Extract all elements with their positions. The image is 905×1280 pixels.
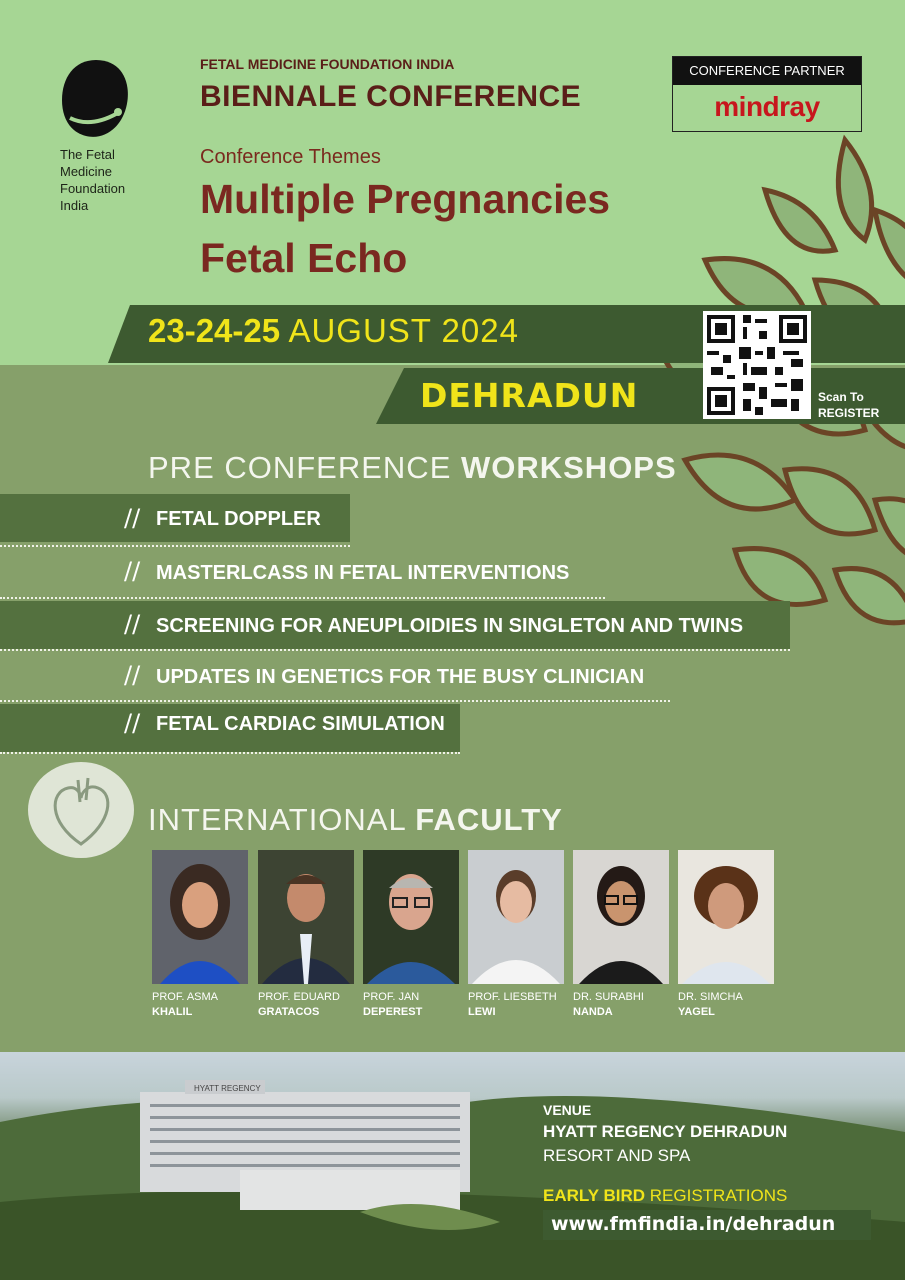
- workshops-heading-light: PRE CONFERENCE: [148, 450, 461, 485]
- faculty-photo: [678, 850, 774, 984]
- conference-partner-box: [672, 56, 862, 132]
- workshops-heading: [148, 450, 677, 486]
- faculty-title: PROF. JAN: [363, 991, 420, 1003]
- person-icon: [678, 850, 774, 984]
- faculty-surname: NANDA: [573, 1006, 613, 1018]
- person-icon: [363, 850, 459, 984]
- person-icon: [468, 850, 564, 984]
- scan-to-register: [818, 389, 879, 421]
- faculty-heading: [148, 802, 563, 838]
- early-bird-rest: REGISTRATIONS: [645, 1186, 788, 1205]
- event-month-year: AUGUST 2024: [280, 312, 519, 349]
- venue-label: VENUE: [543, 1102, 592, 1118]
- workshop-divider: [0, 700, 670, 702]
- person-icon: [258, 850, 354, 984]
- faculty-photo: [573, 850, 669, 984]
- scan-line: REGISTER: [818, 406, 880, 420]
- person-icon: [573, 850, 669, 984]
- faculty-surname: YAGEL: [678, 1006, 715, 1018]
- venue-subtitle: RESORT AND SPA: [543, 1146, 691, 1165]
- logo-wordmark: [60, 146, 125, 214]
- themes-label: Conference Themes: [200, 146, 381, 168]
- faculty-surname: KHALIL: [152, 1006, 193, 1018]
- hotel-sign: HYATT REGENCY: [194, 1084, 261, 1093]
- double-slash-icon: //: [124, 661, 141, 689]
- conference-title: BIENNALE CONFERENCE: [200, 80, 582, 113]
- faculty-name: [573, 990, 644, 1020]
- faculty-surname: LEWI: [468, 1006, 496, 1018]
- faculty-name: [363, 990, 422, 1020]
- event-city: DEHRADUN: [420, 376, 639, 415]
- logo-text-line: The Fetal: [60, 147, 115, 162]
- heart-illustration: [28, 762, 134, 858]
- person-icon: [152, 850, 248, 984]
- logo-text-line: India: [60, 198, 89, 213]
- double-slash-icon: //: [124, 504, 141, 532]
- double-slash-icon: //: [124, 557, 141, 585]
- faculty-title: PROF. ASMA: [152, 991, 219, 1003]
- workshop-divider: [0, 597, 605, 599]
- heart-icon: [28, 762, 134, 858]
- logo-text-line: Foundation: [60, 181, 126, 196]
- workshop-divider: [0, 752, 460, 754]
- workshop-item: UPDATES IN GENETICS FOR THE BUSY CLINICIAN: [156, 666, 645, 688]
- workshops-heading-bold: WORKSHOPS: [460, 450, 677, 485]
- hotel-building-illustration: [0, 1052, 905, 1280]
- faculty-photo: [152, 850, 248, 984]
- early-bird-bold: EARLY BIRD: [543, 1186, 646, 1205]
- faculty-surname: DEPEREST: [363, 1006, 423, 1018]
- logo-text-line: Medicine: [60, 164, 113, 179]
- double-slash-icon: //: [124, 610, 141, 638]
- faculty-title: DR. SIMCHA: [678, 991, 743, 1003]
- workshop-item: SCREENING FOR ANEUPLOIDIES IN SINGLETON AND TWINS: [156, 615, 744, 637]
- workshop-item: FETAL DOPPLER: [156, 508, 321, 530]
- faculty-name: [678, 990, 743, 1020]
- partner-label: CONFERENCE PARTNER: [673, 57, 861, 85]
- faculty-photo: [258, 850, 354, 984]
- partner-logo: mindray: [714, 91, 820, 122]
- event-dates: [148, 312, 519, 350]
- faculty-title: PROF. LIESBETH: [468, 991, 557, 1003]
- faculty-heading-light: INTERNATIONAL: [148, 802, 416, 837]
- fmf-logo-icon: [56, 56, 136, 146]
- faculty-photo: [468, 850, 564, 984]
- qr-code-icon[interactable]: [703, 311, 811, 419]
- workshop-divider: [0, 649, 790, 651]
- faculty-name: [152, 990, 218, 1020]
- theme-fetal-echo: Fetal Echo: [200, 235, 408, 281]
- double-slash-icon: //: [124, 709, 141, 737]
- faculty-name: [258, 990, 340, 1020]
- faculty-title: PROF. EDUARD: [258, 991, 340, 1003]
- faculty-name: [468, 990, 557, 1020]
- faculty-heading-bold: FACULTY: [415, 802, 563, 837]
- event-days: 23-24-25: [148, 312, 281, 349]
- registration-url-link[interactable]: www.fmfindia.in/dehradun: [551, 1213, 836, 1235]
- workshop-item: FETAL CARDIAC SIMULATION: [156, 713, 445, 735]
- scan-line: Scan To: [818, 390, 864, 404]
- workshop-item: MASTERLCASS IN FETAL INTERVENTIONS: [156, 562, 570, 584]
- faculty-photo: [363, 850, 459, 984]
- faculty-surname: GRATACOS: [258, 1006, 320, 1018]
- faculty-title: DR. SURABHI: [573, 991, 644, 1003]
- theme-multiple-pregnancies: Multiple Pregnancies: [200, 176, 611, 222]
- organization-name: FETAL MEDICINE FOUNDATION INDIA: [200, 56, 455, 72]
- workshop-divider: [0, 545, 350, 547]
- venue-name: HYATT REGENCY DEHRADUN: [543, 1122, 788, 1141]
- early-bird-text: [543, 1186, 787, 1206]
- venue-photo: [0, 1052, 905, 1280]
